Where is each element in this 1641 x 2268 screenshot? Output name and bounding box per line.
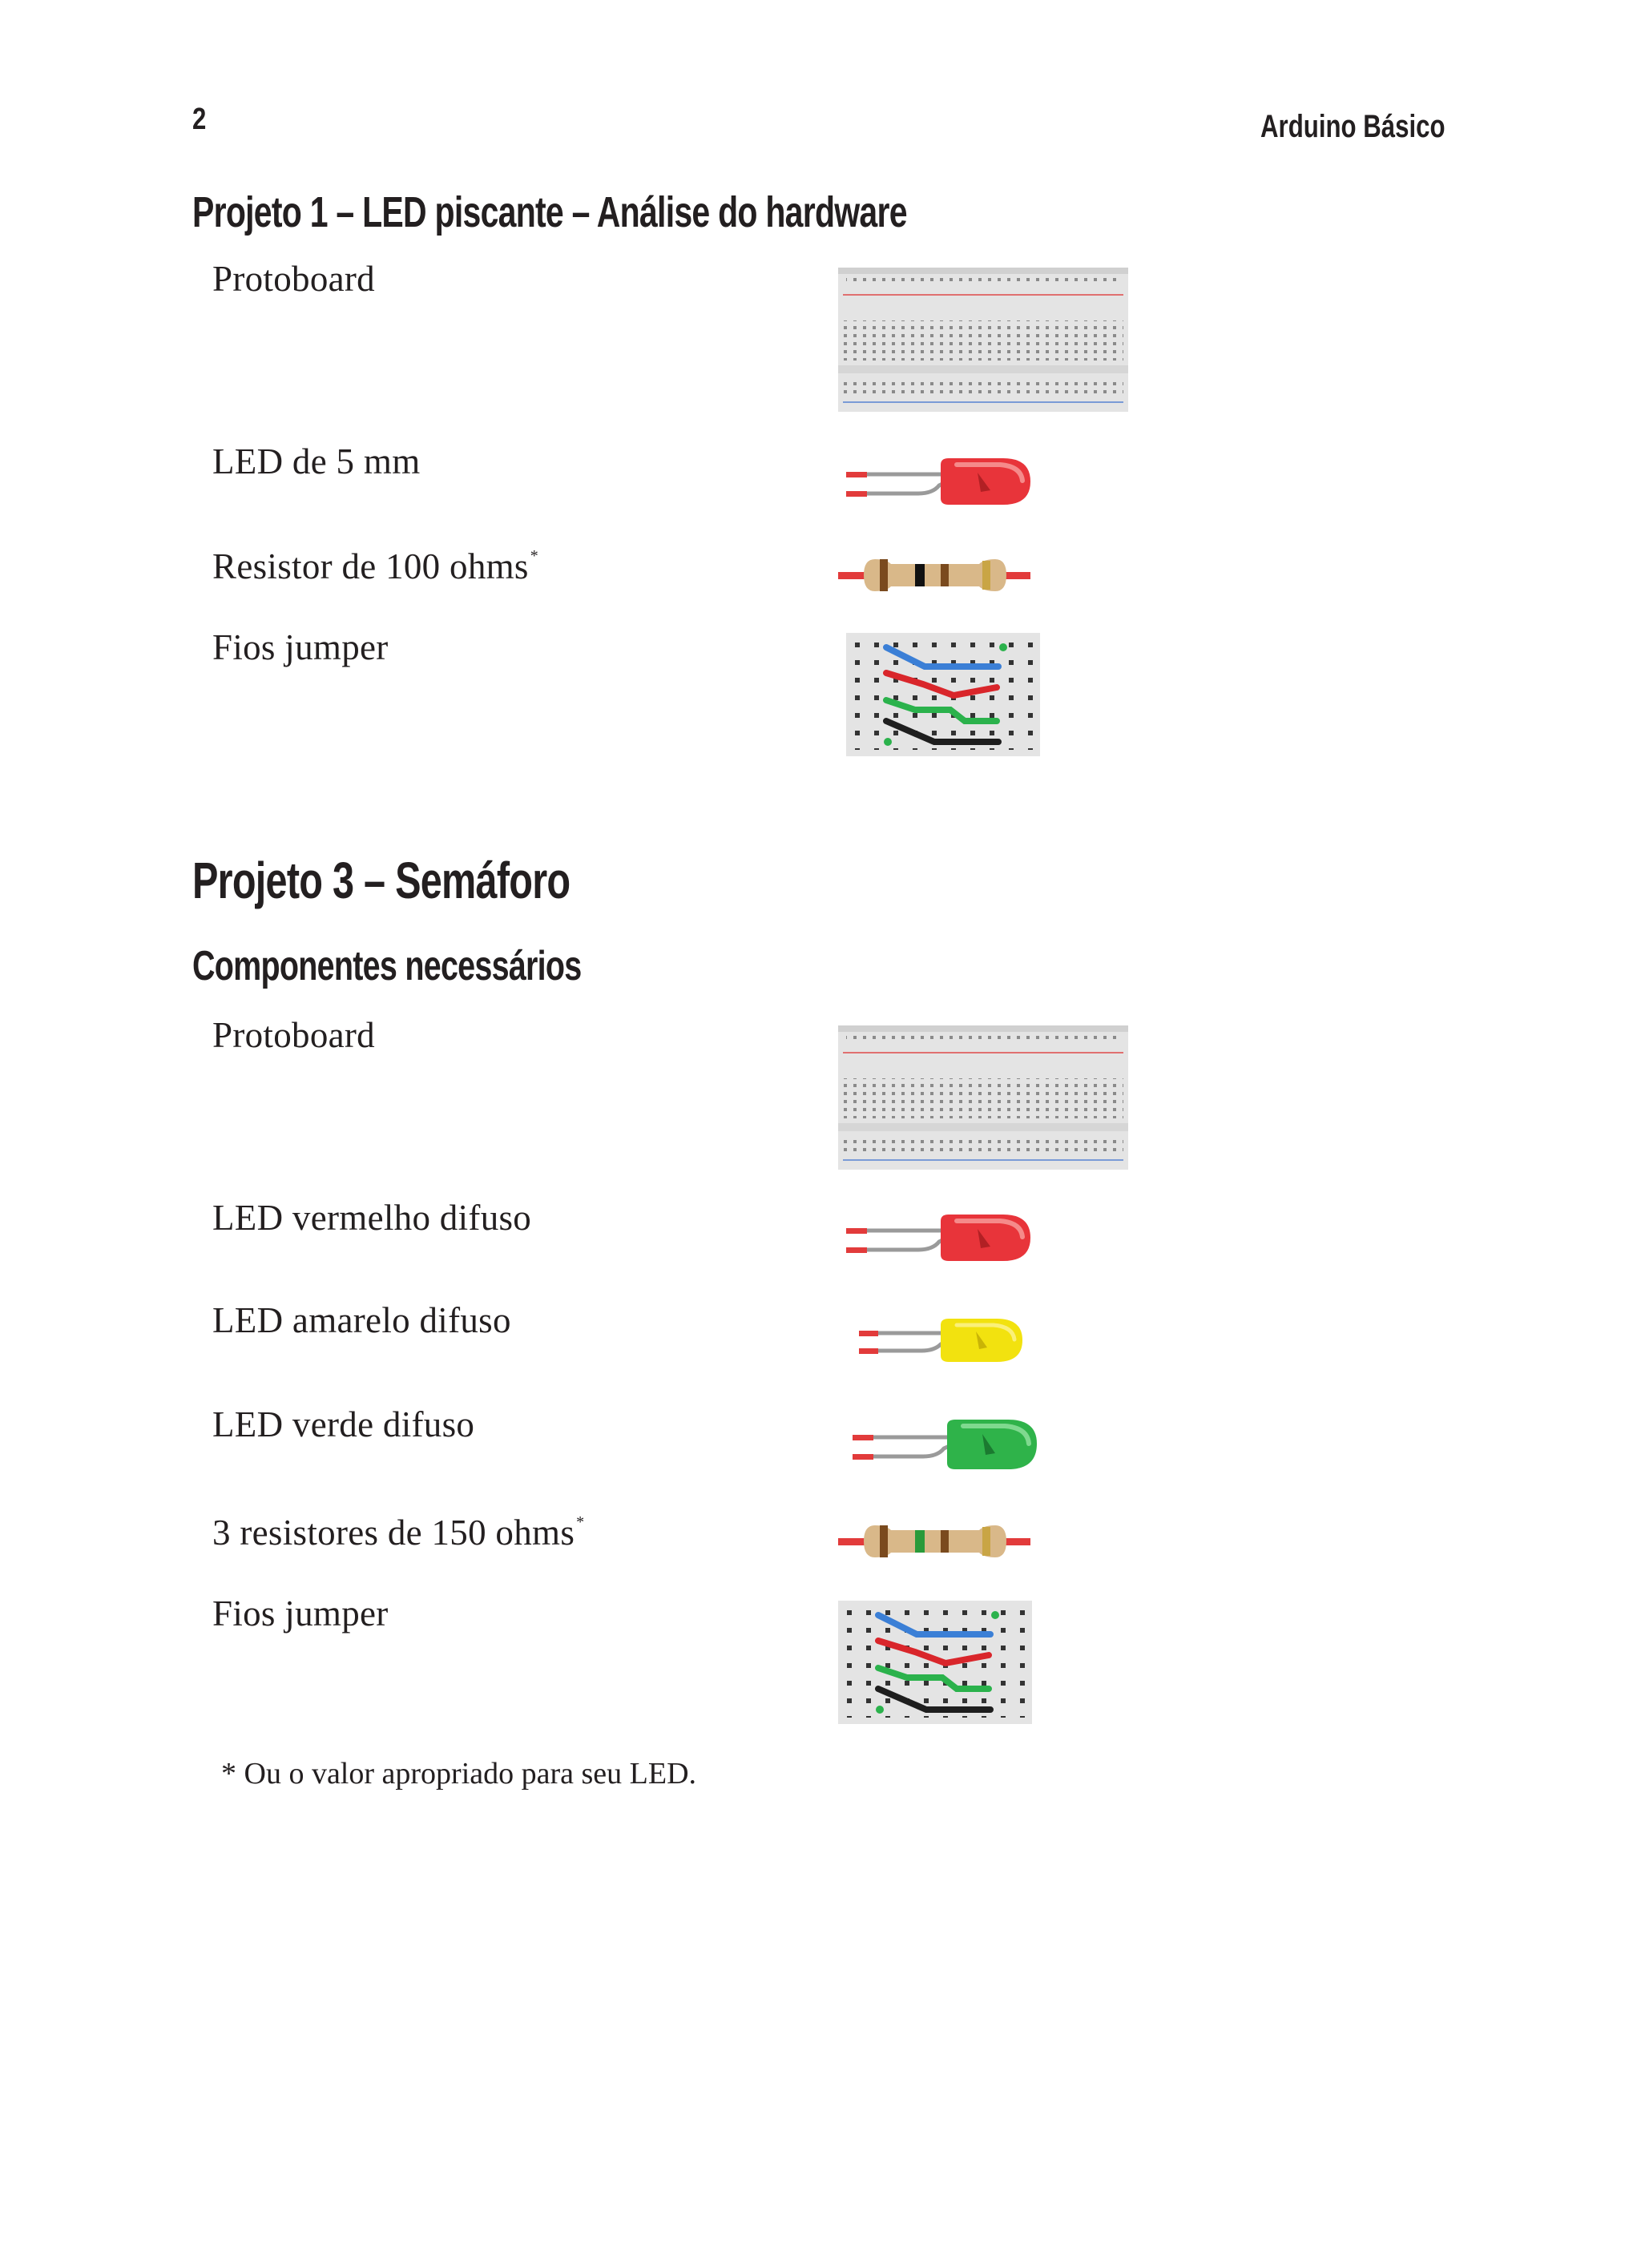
breadboard-icon — [838, 1025, 1128, 1170]
yellow-led-icon — [857, 1314, 1027, 1368]
item-label: LED verde difuso — [212, 1404, 475, 1444]
resistor-150-icon — [838, 1521, 1030, 1562]
jumper-wires-icon — [838, 1601, 1032, 1724]
breadboard-icon — [838, 268, 1128, 412]
red-led-icon — [845, 1208, 1037, 1267]
item-label: Resistor de 100 ohms * — [212, 546, 539, 586]
page-number: 2 — [192, 103, 207, 136]
red-led-icon — [845, 452, 1037, 511]
item-label: LED de 5 mm — [212, 441, 421, 481]
project3-title: Projeto 3 – Semáforo — [192, 852, 571, 909]
item-label: LED vermelho difuso — [212, 1198, 532, 1238]
item-label: Fios jumper — [212, 627, 389, 667]
resistor-100-icon — [838, 554, 1030, 596]
running-title: Arduino Básico — [1260, 109, 1445, 144]
green-led-icon — [851, 1415, 1042, 1474]
item-label: Fios jumper — [212, 1593, 389, 1634]
footnote: * Ou o valor apropriado para seu LED. — [221, 1757, 697, 1791]
project1-title: Projeto 1 – LED piscante – Análise do hardware — [192, 188, 907, 236]
item-label: Protoboard — [212, 1015, 375, 1055]
components-subtitle: Componentes necessários — [192, 943, 582, 989]
item-label: LED amarelo difuso — [212, 1300, 511, 1340]
item-label: Protoboard — [212, 259, 375, 299]
jumper-wires-icon — [846, 633, 1040, 756]
item-label: 3 resistores de 150 ohms * — [212, 1513, 585, 1553]
